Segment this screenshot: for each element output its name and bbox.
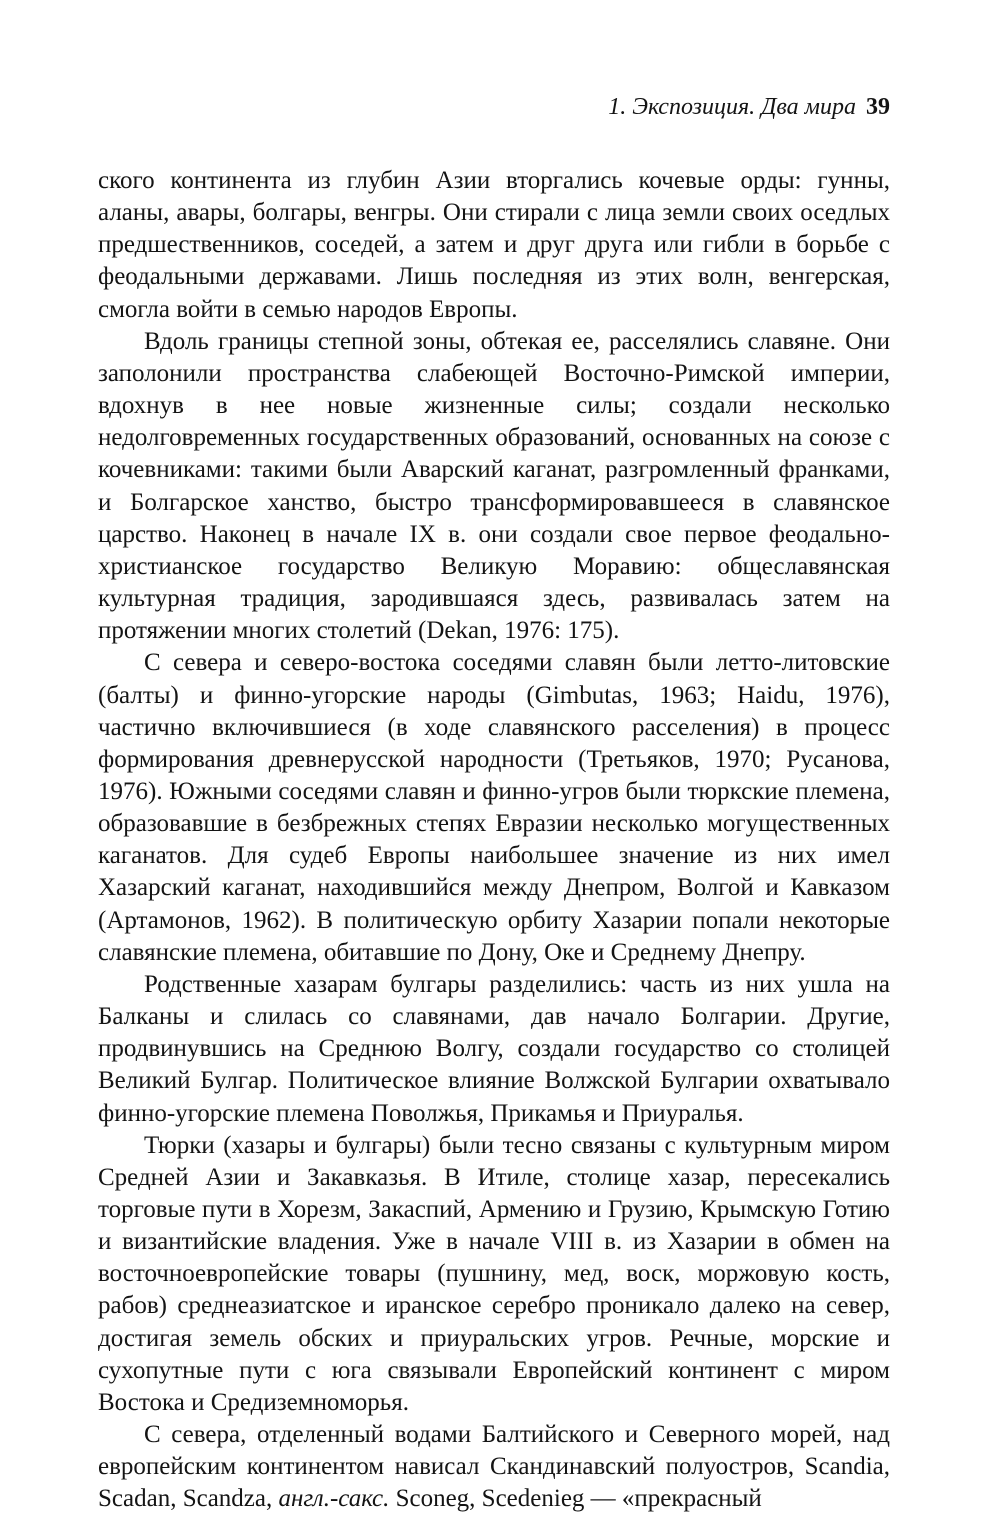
chapter-title: 1. Экспозиция. Два мира: [608, 94, 856, 120]
body-text: [98, 165, 890, 1516]
paragraph-6-end: Sconeg, Scedenieg — «прекрасный: [389, 1485, 762, 1513]
paragraph-5: Тюрки (хазары и булгары) были тесно связаны с культурным миром Средней Азии и Закавказья. В Итиле, столице хазар, пересекались торговые пути в Хорезм, Закаспий, Армению и Грузию, Крымскую Готию и византийские владения. Уже в начале VIII в. из Хазарии в обмен на восточноевропейские товары (пушнину, мед, воск, моржовую кость, рабов) среднеазиатское и иранское серебро проникало далеко на север, достигая земель обских и приуральских угров. Речные, морские и сухопутные пути с юга связывали Европейский континент с миром Востока и Средиземноморья.: [98, 1131, 890, 1416]
paragraph-6-start: С севера, отделенный водами Балтийского и Северного морей, над европейским континентом нависал Скандинавский полуостров, Scandia, Scadan, Scandza,: [98, 1421, 890, 1513]
abbreviation-anglo-saxon: англ.-сакс.: [278, 1485, 390, 1513]
page-number: 39: [866, 94, 890, 120]
paragraph-6: [98, 1419, 890, 1515]
running-head: [98, 91, 890, 123]
paragraph-2: Вдоль границы степной зоны, обтекая ее, расселялись славяне. Они заполонили пространства слабеющей Восточно-Римской империи, вдохнув в нее новые жизненные силы; создали несколько недолговременных государственных образований, основанных на союзе с кочевниками: такими были Аварский каганат, разгромленный франками, и Болгарское ханство, быстро трансформировавшееся в славянское царство. Наконец в начале IX в. они создали свое первое феодально-христианское государство Великую Моравию: общеславянская культурная традиция, зародившаяся здесь, развивалась затем на протяжении многих столетий (Dekan, 1976: 175).: [98, 327, 890, 645]
paragraph-4: Родственные хазарам булгары разделились: часть из них ушла на Балканы и слилась со славянами, дав начало Болгарии. Другие, продвинувшись на Среднюю Волгу, создали государство со столицей Великий Булгар. Политическое влияние Волжской Булгарии охватывало финно-угорские племена Поволжья, Прикамья и Приуралья.: [98, 970, 890, 1127]
paragraph-1: ского континента из глубин Азии вторгались кочевые орды: гунны, аланы, авары, болгары, венгры. Они стирали с лица земли своих оседлых предшественников, соседей, а затем и друг друга или гибли в борьбе с феодальными державами. Лишь последняя из этих волн, венгерская, смогла войти в семью народов Европы.: [98, 167, 890, 323]
paragraph-3: С севера и северо-востока соседями славян были летто-литовские (балты) и финно-угорские народы (Gimbutas, 1963; Haidu, 1976), частично включившиеся (в ходе славянского расселения) в процесс формирования древнерусской народности (Третьяков, 1970; Русанова, 1976). Южными соседями славян и финно-угров были тюркские племена, образовавшие в безбрежных степях Евразии несколько могущественных каганатов. Для судеб Европы наибольшее значение из них имел Хазарский каганат, находившийся между Днепром, Волгой и Кавказом (Артамонов, 1962). В политическую орбиту Хазарии попали некоторые славянские племена, обитавшие по Дону, Оке и Среднему Днепру.: [98, 649, 890, 966]
